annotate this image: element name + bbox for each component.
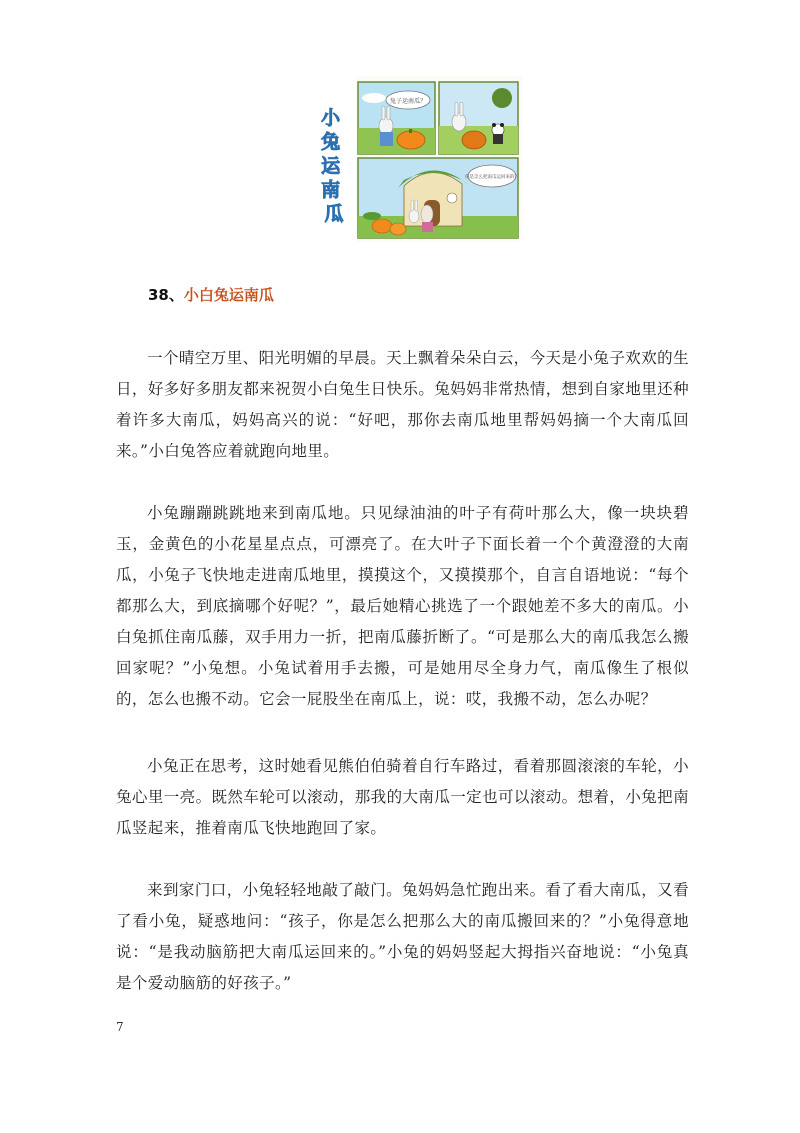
story-title-text: 小白兔运南瓜 xyxy=(183,286,274,304)
page-number: 7 xyxy=(116,1020,124,1034)
comic-panels xyxy=(312,76,522,242)
title-char-2: 兔 xyxy=(321,131,341,153)
bubble-2-text: 你是怎么把南瓜运回来的？ xyxy=(465,175,519,180)
title-char-4: 南 xyxy=(321,179,341,201)
illustration-title xyxy=(321,107,347,225)
story-title xyxy=(148,284,274,305)
story-paragraph-1: 一个晴空万里、阳光明媚的早晨。天上飘着朵朵白云，今天是小兔子欢欢的生日，好多好多朋友都来祝贺小白兔生日快乐。兔妈妈非常热情，想到自家地里还种着许多大南瓜，妈妈高兴的说：“好吧，那你去南瓜地里帮妈妈摘一个大南瓜回来。”小白兔答应着就跑向地里。 xyxy=(116,349,689,460)
title-char-1: 小 xyxy=(321,107,341,129)
comic-panel-1 xyxy=(358,82,435,154)
story-paragraph-3: 小兔正在思考，这时她看见熊伯伯骑着自行车路过，看着那圆滚滚的车轮，小兔心里一亮。既然车轮可以滚动，那我的大南瓜一定也可以滚动。想着，小兔把南瓜竖起来，推着南瓜飞快地跑回了家。 xyxy=(116,757,689,837)
story-number: 38、 xyxy=(148,286,184,304)
story-illustration xyxy=(312,76,522,242)
story-paragraph-4: 来到家门口，小兔轻轻地敲了敲门。兔妈妈急忙跑出来。看了看大南瓜，又看了看小兔，疑惑地问：“孩子，你是怎么把那么大的南瓜搬回来的？”小兔得意地说：“是我动脑筋把大南瓜运回来的。”小兔的妈妈竖起大拇指兴奋地说：“小兔真是个爱动脑筋的好孩子。” xyxy=(116,881,689,992)
comic-panel-3 xyxy=(358,158,519,238)
title-char-3: 运 xyxy=(321,155,341,177)
comic-panel-2 xyxy=(439,82,518,154)
story-paragraph-2: 小兔蹦蹦跳跳地来到南瓜地。只见绿油油的叶子有荷叶那么大，像一块块碧玉，金黄色的小花星星点点，可漂亮了。在大叶子下面长着一个个黄澄澄的大南瓜，小兔子飞快地走进南瓜地里，摸摸这个，又摸摸那个，自言自语地说：“每个都那么大，到底摘哪个好呢？”，最后她精心挑选了一个跟她差不多大的南瓜。小白兔抓住南瓜藤，双手用力一折，把南瓜藤折断了。“可是那么大的南瓜我怎么搬回家呢？”小兔想。小兔试着用手去搬，可是她用尽全身力气，南瓜像生了根似的，怎么也搬不动。它会一屁股坐在南瓜上，说：哎，我搬不动，怎么办呢？ xyxy=(116,504,689,708)
bubble-1-text: 兔子运南瓜？ xyxy=(389,98,427,105)
title-char-5: 瓜 xyxy=(324,203,344,225)
